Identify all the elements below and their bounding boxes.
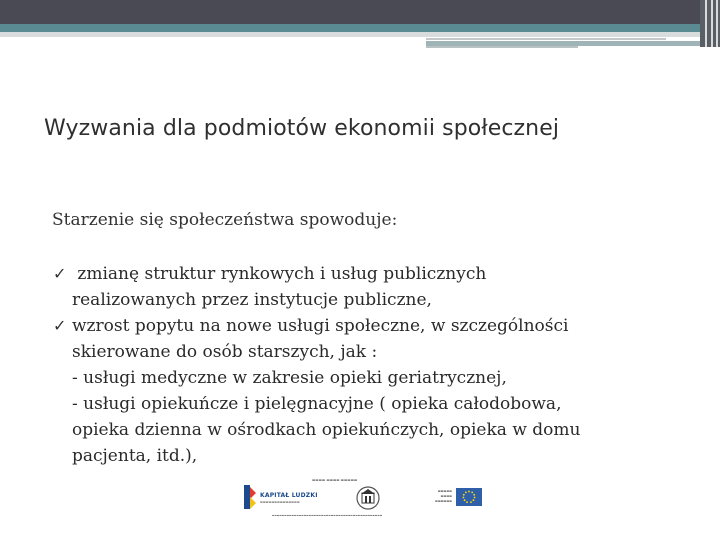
list-item-line: skierowane do osób starszych, jak :: [72, 342, 378, 362]
sub-list-line: - usługi opiekuńcze i pielęgnacyjne ( opieka całodobowa,: [72, 394, 562, 414]
header-line-upper: [426, 38, 666, 40]
list-item-line: zmianę struktur rynkowych i usług publicznych: [72, 264, 487, 284]
header-line-lower: [426, 46, 578, 48]
sub-list-line: opieka dzienna w ośrodkach opiekuńczych, opieka w domu: [72, 420, 581, 440]
kapital-ludzki-tagline: ▬▬▬▬▬▬▬▬▬▬▬▬▬▬: [260, 500, 300, 504]
checkmark-icon: ✓: [53, 316, 67, 335]
footer-project-line: ▬▬▬▬▬▬▬▬▬▬▬▬▬▬▬▬▬▬▬▬▬▬▬▬▬▬▬▬▬▬▬▬▬▬▬▬▬▬▬▬▬▬▬▬▬: [272, 514, 383, 517]
header-bar-corner: [700, 0, 720, 47]
eu-text: ▬▬▬▬▬ ▬▬▬▬ ▬▬▬▬▬▬: [434, 489, 452, 503]
header-bar-light: [0, 32, 700, 37]
organization-logo-icon: [356, 486, 380, 510]
kapital-ludzki-logo-text: KAPITAŁ LUDZKI: [260, 492, 318, 499]
slide-title: Wyzwania dla podmiotów ekonomii społecznej: [44, 116, 560, 141]
checkmark-icon: ✓: [53, 264, 67, 283]
footer-logos: [240, 476, 490, 522]
eu-flag-icon: [456, 488, 482, 506]
header-bar-teal: [0, 24, 700, 32]
list-item-line: wzrost popytu na nowe usługi społeczne, w szczególności: [72, 316, 569, 336]
sub-list: [52, 365, 692, 469]
list-item-line: realizowanych przez instytucje publiczne,: [72, 290, 432, 310]
lead-text: Starzenie się społeczeństwa spowoduje:: [52, 210, 398, 230]
sub-list-line: pacjenta, itd.),: [72, 446, 198, 466]
header-bar-dark: [0, 0, 700, 24]
list-item: [52, 313, 692, 365]
slide-content: [52, 207, 692, 469]
sub-list-line: - usługi medyczne w zakresie opieki geriatrycznej,: [72, 368, 507, 388]
kapital-ludzki-logo-icon: [244, 485, 256, 509]
list-item: [52, 261, 692, 313]
footer-small-print: ▬▬▬▬ ▬▬▬▬ ▬▬▬▬▬: [312, 478, 358, 482]
